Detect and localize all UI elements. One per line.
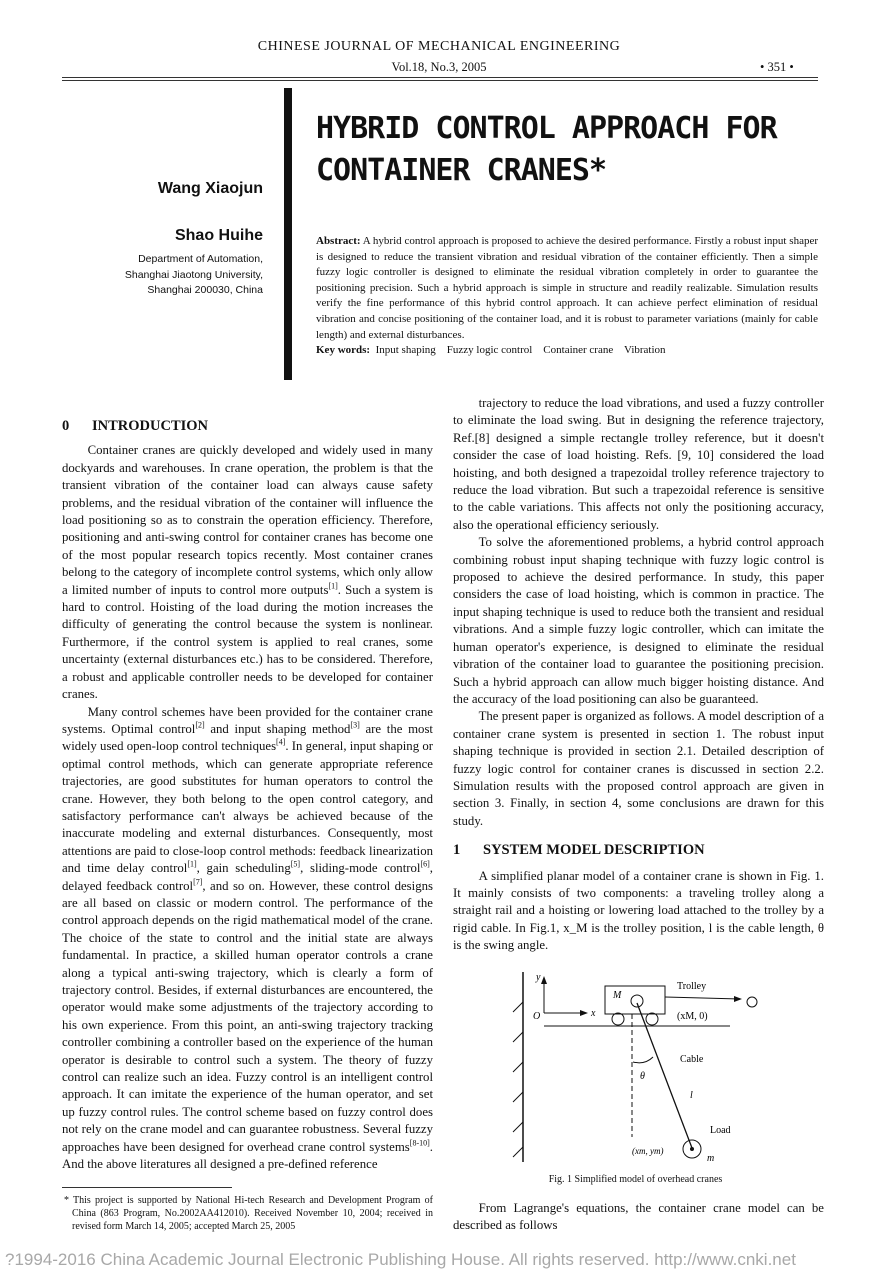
paragraph-text: , gain scheduling bbox=[196, 861, 291, 876]
affiliation bbox=[125, 252, 263, 299]
section-number: 0 bbox=[62, 418, 70, 434]
section-heading bbox=[62, 418, 433, 435]
abstract bbox=[316, 234, 818, 359]
paragraph-text: Many control schemes have been provided for the container crane systems. Optimal control bbox=[62, 704, 433, 736]
paragraph bbox=[453, 534, 824, 708]
paragraph-text: The present paper is organized as follows. A model description of a container crane system is presented in section 1. The robust input shaping technique is provided in section 2.1. Detailed description of fuzzy logic control for container cranes is discussed in section 2.2. Simulation results with the proposed control approach are given in section 3. Finally, in section 4, some conclusions are drawn for this study. bbox=[453, 709, 824, 828]
keywords: Input shaping Fuzzy logic control Container crane Vibration bbox=[370, 344, 666, 357]
paragraph-text: Container cranes are quickly developed and widely used in many dockyards and warehouses. In crane operation, the problem is that the transient vibration of the container load can always cause safety problems, and the residual vibration of the container will influence the load positioning so as to constrain the operation efficiency. Therefore, positioning and anti-swing control for container cranes has become one of the most popular research topics recently. Most container cranes belong to the category of incomplete control systems, which only allow a limited number of inputs to control more outputs bbox=[62, 443, 433, 597]
trolley-label: Trolley bbox=[677, 981, 707, 992]
paragraph-text: To solve the aforementioned problems, a hybrid control approach combining robust input shaping technique with fuzzy logic control is proposed to achieve the desired performance. In study, this paper considers the case of load hoisting, which is common in practice. The input shaping technique is used to reduce both the transient and residual vibrations. And a simple fuzzy logic controller, which can imitate the human operator's experience, is designed to eliminate the residual vibration of the container load to guarantee the positioning precision. Such a hybrid approach can allow much bigger hoisting distance. And the accuracy of the load positioning can also be guaranteed. bbox=[453, 535, 824, 706]
page-number: • 351 • bbox=[760, 60, 794, 74]
section-heading bbox=[453, 842, 824, 859]
right-column-end bbox=[453, 1200, 824, 1235]
load-mass-label: m bbox=[707, 1153, 715, 1164]
affiliation-line: Shanghai 200030, China bbox=[147, 284, 263, 296]
figure-caption: Fig. 1 Simplified model of overhead cranes bbox=[548, 1174, 723, 1185]
wall-hatch bbox=[513, 1002, 523, 1157]
cable-label: Cable bbox=[680, 1054, 704, 1065]
title-bar bbox=[284, 88, 292, 380]
paragraph: A simplified planar model of a container crane is shown in Fig. 1. It mainly consists of two components: a traveling trolley along a straight rail and a hoisting or lowering load attached to the trolley by a rigid cable. In Fig.1, x_M is the trolley position, l is the cable length, θ is the swing angle. bbox=[453, 868, 824, 953]
cable bbox=[637, 1003, 692, 1148]
section-title: SYSTEM MODEL DESCRIPTION bbox=[483, 842, 705, 859]
origin-label: O bbox=[533, 1011, 541, 1022]
citation: [6] bbox=[420, 859, 430, 869]
affiliation-line: Shanghai Jiaotong University, bbox=[124, 268, 263, 281]
crane-model-figure bbox=[500, 962, 760, 1172]
watermark: ?1994-2016 China Academic Journal Electronic Publishing House. All rights reserved. http://www.cnki.net bbox=[5, 1250, 796, 1269]
citation: [4] bbox=[276, 738, 286, 748]
y-label: y bbox=[536, 972, 541, 983]
paragraph-text: , delayed feedback control bbox=[62, 861, 433, 893]
paragraph-text: . Such a system is hard to control. Hoisting of the load during the motion increases the difficulty of generating the control because the system is nonlinear. Furthermore, if the control system is applied to real cranes, some uncertainty (external disturbances etc.) has to be considered. Therefore, a robust and applicable controller needs to be developed for container cranes. bbox=[62, 582, 433, 702]
affiliation-line: Department of Automation, bbox=[138, 253, 263, 265]
paragraph-text: trajectory to reduce the load vibrations, and used a fuzzy controller to eliminate the load swing. But in designing the reference trajectory, Ref.[8] designed a simple rectangle trolley reference, but it doesn't consider the case of load hoisting. Refs. [9, 10] considered the load hoisting, and both designed a trapezoidal trolley reference trajectory to reduce the load vibration. But such a trapezoidal reference is sensitive to the cable variations. This affects not only the positioning accuracy, also the operational efficiency seriously. bbox=[453, 396, 824, 532]
paragraph-text: . And the above literatures all designed a pre-defined reference bbox=[62, 1139, 433, 1172]
citation: [1] bbox=[328, 581, 338, 591]
citation: [3] bbox=[350, 720, 360, 730]
paragraph-text: are the most widely used open-loop control techniques bbox=[62, 721, 433, 754]
load-label: Load bbox=[710, 1125, 731, 1136]
trolley-mass-label: M bbox=[613, 990, 622, 1001]
section-title: INTRODUCTION bbox=[92, 418, 209, 434]
paragraph-text: , sliding-mode control bbox=[300, 861, 421, 876]
load-position-label: (xm, ym) bbox=[632, 1146, 664, 1156]
citation: [1] bbox=[187, 859, 197, 869]
paragraph bbox=[453, 395, 824, 534]
trolley-position-label: (xM, 0) bbox=[677, 1011, 708, 1022]
citation: [5] bbox=[290, 859, 301, 869]
citation: [7] bbox=[193, 877, 203, 887]
paragraph bbox=[453, 708, 824, 830]
journal-name: CHINESE JOURNAL OF MECHANICAL ENGINEERING bbox=[257, 39, 621, 54]
title-line: CONTAINER CRANES* bbox=[316, 153, 607, 188]
paragraph bbox=[62, 442, 433, 703]
theta-label: θ bbox=[640, 1071, 645, 1082]
volume-info: Vol.18, No.3, 2005 bbox=[391, 60, 487, 74]
footnote: * This project is supported by National Hi-tech Research and Development Program of China (863 Program, No.2002AA412010). Received November 10, 2004; received in revised form March 14, 2005; accepted March 25, 2005 bbox=[64, 1195, 433, 1232]
right-column bbox=[453, 395, 824, 955]
citation: [2] bbox=[195, 720, 205, 730]
paragraph-text: , and so on. However, these control designs are all based on classic or modern control. The performance of the control approach depends on the rigid mathematical model of the crane. The choice of the state to control and the initial state are always fundamental. In practice, a skilled human operator controls a crane along a typical anti-swing trajectory, which is clearly a form of trajectory control. Besides, if external disturbances are encountered, the operator would make some adjustments of the trajectory according to his own experience. From this point, an anti-swing trajectory tracking controller combining a controller based on the experience of the human operator is desirable to control such a system. The theory of fuzzy control can realize such an idea. Fuzzy control is an intelligent control approach. It can imitate the experience of the human operator, and set up fuzzy control rules. The control scheme based on fuzzy control does not rely on the crane model and can guarantee robustness. Several fuzzy approaches have been designed for overhead crane control systems bbox=[62, 878, 433, 1154]
author-name: Wang Xiaojun bbox=[157, 180, 263, 197]
footnote-rule bbox=[62, 1187, 232, 1188]
title-line: HYBRID CONTROL APPROACH FOR bbox=[316, 111, 777, 146]
length-label: l bbox=[690, 1090, 693, 1101]
abstract-text: A hybrid control approach is proposed to achieve the desired performance. Firstly a robust input shaper is designed to reduce the transient vibration and residual vibration of the container efficiently. Then a simple fuzzy logic controller is designed to eliminate the residual vibration completely in order to guarantee the positioning precision. Such a hybrid approach is simple in structure and readily realizable. Simulation results verify the fine performance of this hybrid control approach. It can achieve perfect elimination of residual vibration and concise positioning of the container load, and it is robust to parameter variations (mainly for cable length) and external disturbances. bbox=[316, 235, 818, 341]
x-label: x bbox=[591, 1008, 596, 1019]
paper-title bbox=[316, 108, 777, 192]
keywords-label: Key words: bbox=[316, 344, 371, 357]
paragraph-text: and input shaping method bbox=[204, 721, 351, 736]
author-name: Shao Huihe bbox=[174, 227, 263, 244]
header-rule bbox=[62, 80, 818, 81]
left-column bbox=[62, 418, 433, 1173]
section-number: 1 bbox=[453, 842, 461, 859]
header-rule bbox=[62, 77, 818, 78]
paragraph: From Lagrange's equations, the container crane model can be described as follows bbox=[453, 1201, 824, 1233]
paragraph-text: . In general, input shaping or optimal control methods, which can generate appropriate reference trajectories, are good substitutes for human operators to control the crane. However, they both belong to the open control category, and satisfactory performance can't always be achieved because of the inaccurate modeling and external disturbances. Consequently, most attentions are paid to close-loop control methods: feedback linearization and time delay control bbox=[62, 739, 433, 876]
citation: [8-10] bbox=[409, 1138, 430, 1148]
paragraph bbox=[62, 704, 433, 1174]
abstract-label: Abstract: bbox=[316, 235, 361, 247]
